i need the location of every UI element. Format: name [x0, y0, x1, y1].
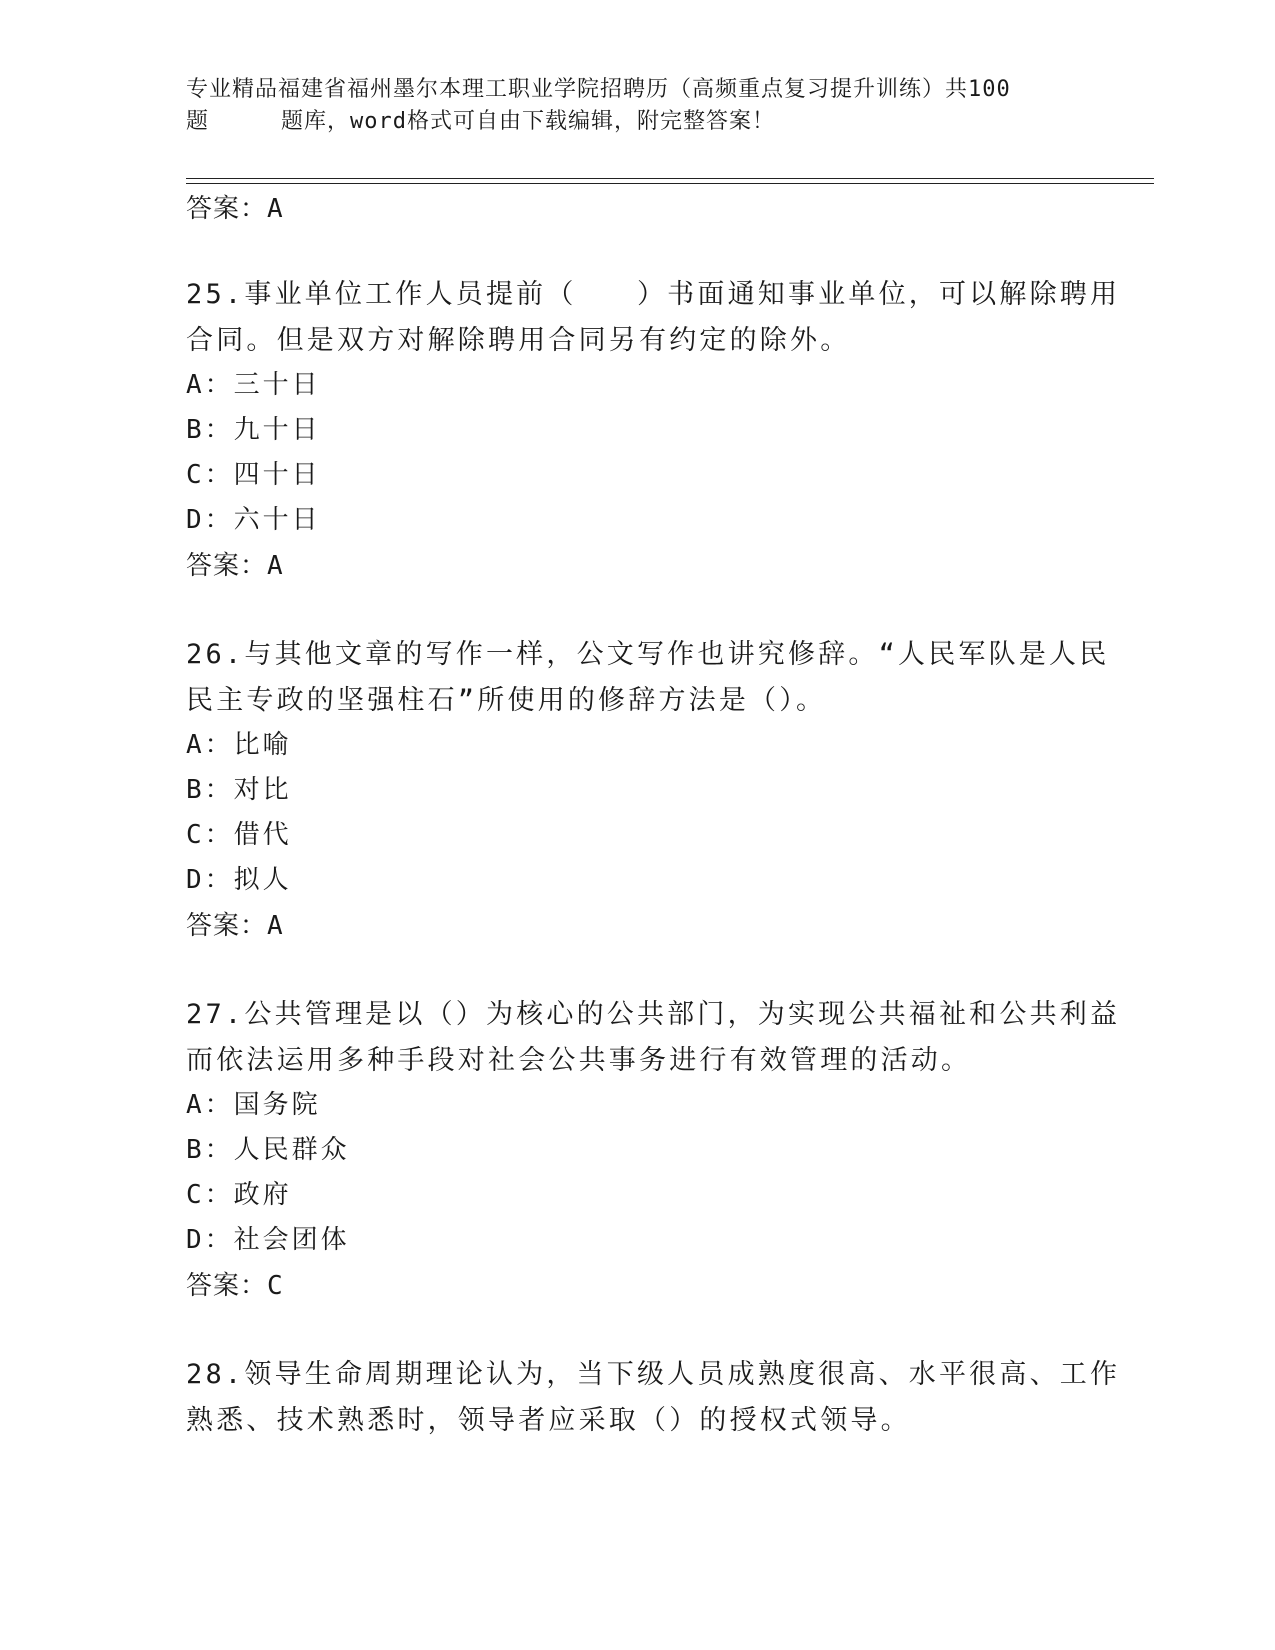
- question-27-option-b: B：人民群众: [186, 1135, 350, 1165]
- question-27-option-c: C：政府: [186, 1180, 292, 1210]
- question-26-line-1: 26.与其他文章的写作一样，公文写作也讲究修辞。“人民军队是人民: [186, 639, 1110, 670]
- question-26-option-c: C：借代: [186, 820, 292, 850]
- question-25-answer: 答案：A: [186, 551, 284, 581]
- question-26-line-2: 民主专政的坚强柱石”所使用的修辞方法是（）。: [186, 685, 827, 716]
- header-divider-top: [186, 178, 1154, 179]
- question-26-option-a: A：比喻: [186, 730, 292, 760]
- question-25-option-b: B：九十日: [186, 415, 321, 445]
- question-25-option-d: D：六十日: [186, 505, 321, 535]
- question-27-option-d: D：社会团体: [186, 1225, 350, 1255]
- question-26-answer: 答案：A: [186, 911, 284, 941]
- question-25-option-a: A：三十日: [186, 370, 321, 400]
- question-27-line-1: 27.公共管理是以（）为核心的公共部门，为实现公共福祉和公共利益: [186, 999, 1121, 1030]
- question-27-option-a: A：国务院: [186, 1090, 321, 1120]
- header-line-2a: 题: [186, 109, 210, 134]
- header-line-2: [186, 106, 1086, 138]
- question-28-line-1: 28.领导生命周期理论认为，当下级人员成熟度很高、水平很高、工作: [186, 1359, 1121, 1390]
- question-28-line-2: 熟悉、技术熟悉时，领导者应采取（）的授权式领导。: [186, 1405, 911, 1436]
- header-divider-bottom: [186, 183, 1154, 184]
- question-25-line-1: 25.事业单位工作人员提前（ ）书面通知事业单位，可以解除聘用: [186, 279, 1121, 310]
- previous-answer: 答案：A: [186, 194, 284, 224]
- question-25-option-c: C：四十日: [186, 460, 321, 490]
- header-line-1: 专业精品福建省福州墨尔本理工职业学院招聘历（高频重点复习提升训练）共100: [186, 77, 1011, 102]
- page-header: [186, 74, 1086, 138]
- question-26-option-b: B：对比: [186, 775, 292, 805]
- question-27-answer: 答案：C: [186, 1271, 284, 1301]
- question-26-option-d: D：拟人: [186, 865, 292, 895]
- header-line-2b: 题库，word格式可自由下载编辑，附完整答案！: [281, 109, 775, 134]
- question-27-line-2: 而依法运用多种手段对社会公共事务进行有效管理的活动。: [186, 1045, 972, 1076]
- question-25-line-2: 合同。但是双方对解除聘用合同另有约定的除外。: [186, 325, 851, 356]
